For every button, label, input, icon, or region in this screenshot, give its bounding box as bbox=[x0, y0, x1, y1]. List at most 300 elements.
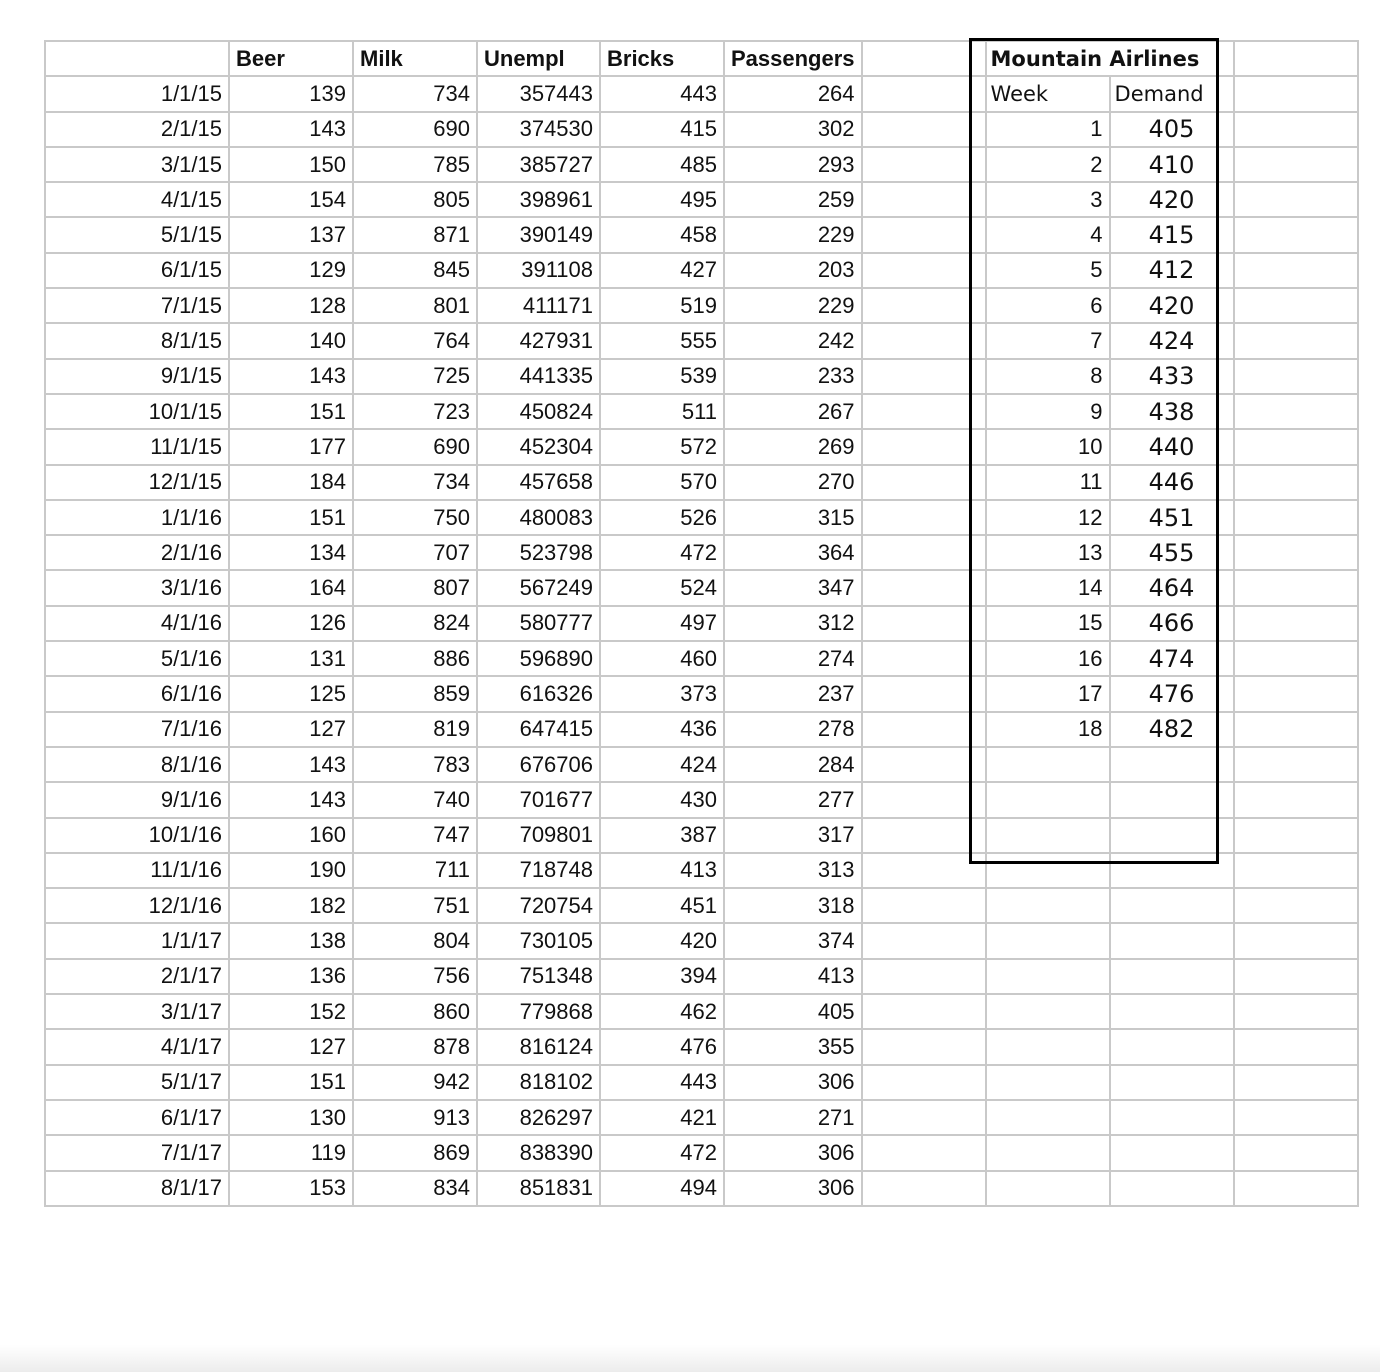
empty-cell[interactable] bbox=[986, 888, 1110, 923]
empty-cell[interactable] bbox=[862, 465, 986, 500]
empty-cell[interactable] bbox=[1110, 1100, 1234, 1135]
demand-cell[interactable]: 412 bbox=[1110, 253, 1234, 288]
bricks-cell[interactable]: 420 bbox=[600, 923, 724, 958]
bricks-cell[interactable]: 497 bbox=[600, 606, 724, 641]
empty-cell[interactable] bbox=[862, 1029, 986, 1064]
milk-cell[interactable]: 740 bbox=[353, 782, 477, 817]
unempl-cell[interactable]: 411171 bbox=[477, 288, 600, 323]
milk-cell[interactable]: 819 bbox=[353, 712, 477, 747]
date-cell[interactable]: 1/1/15 bbox=[45, 76, 229, 111]
milk-cell[interactable]: 807 bbox=[353, 570, 477, 605]
empty-cell[interactable] bbox=[862, 41, 986, 76]
date-cell[interactable]: 12/1/16 bbox=[45, 888, 229, 923]
beer-cell[interactable]: 136 bbox=[229, 959, 353, 994]
beer-cell[interactable]: 139 bbox=[229, 76, 353, 111]
week-cell[interactable]: 5 bbox=[986, 253, 1110, 288]
demand-cell[interactable]: 466 bbox=[1110, 606, 1234, 641]
empty-cell[interactable] bbox=[862, 500, 986, 535]
passengers-cell[interactable]: 274 bbox=[724, 641, 862, 676]
empty-cell[interactable] bbox=[862, 253, 986, 288]
unempl-cell[interactable]: 818102 bbox=[477, 1065, 600, 1100]
beer-cell[interactable]: 125 bbox=[229, 676, 353, 711]
empty-cell[interactable] bbox=[1234, 288, 1358, 323]
week-cell[interactable]: 7 bbox=[986, 323, 1110, 358]
column-header-passengers[interactable]: Passengers bbox=[724, 41, 862, 76]
passengers-cell[interactable]: 306 bbox=[724, 1065, 862, 1100]
beer-cell[interactable]: 119 bbox=[229, 1135, 353, 1170]
bricks-cell[interactable]: 495 bbox=[600, 182, 724, 217]
bricks-cell[interactable]: 387 bbox=[600, 818, 724, 853]
empty-cell[interactable] bbox=[1110, 888, 1234, 923]
passengers-cell[interactable]: 229 bbox=[724, 288, 862, 323]
bricks-cell[interactable]: 421 bbox=[600, 1100, 724, 1135]
empty-cell[interactable] bbox=[1234, 1171, 1358, 1206]
passengers-cell[interactable]: 271 bbox=[724, 1100, 862, 1135]
bricks-cell[interactable]: 430 bbox=[600, 782, 724, 817]
empty-cell[interactable] bbox=[1234, 641, 1358, 676]
beer-cell[interactable]: 143 bbox=[229, 359, 353, 394]
empty-cell[interactable] bbox=[1234, 782, 1358, 817]
unempl-cell[interactable]: 452304 bbox=[477, 429, 600, 464]
empty-cell[interactable] bbox=[1234, 217, 1358, 252]
bricks-cell[interactable]: 485 bbox=[600, 147, 724, 182]
milk-cell[interactable]: 723 bbox=[353, 394, 477, 429]
unempl-cell[interactable]: 816124 bbox=[477, 1029, 600, 1064]
date-cell[interactable]: 6/1/15 bbox=[45, 253, 229, 288]
bricks-cell[interactable]: 413 bbox=[600, 853, 724, 888]
date-cell[interactable]: 7/1/16 bbox=[45, 712, 229, 747]
unempl-cell[interactable]: 838390 bbox=[477, 1135, 600, 1170]
empty-cell[interactable] bbox=[862, 570, 986, 605]
date-cell[interactable]: 10/1/16 bbox=[45, 818, 229, 853]
milk-cell[interactable]: 804 bbox=[353, 923, 477, 958]
week-cell[interactable]: 14 bbox=[986, 570, 1110, 605]
week-cell[interactable]: 9 bbox=[986, 394, 1110, 429]
demand-cell[interactable]: 424 bbox=[1110, 323, 1234, 358]
unempl-cell[interactable]: 427931 bbox=[477, 323, 600, 358]
demand-cell[interactable]: 415 bbox=[1110, 217, 1234, 252]
milk-cell[interactable]: 824 bbox=[353, 606, 477, 641]
milk-cell[interactable]: 834 bbox=[353, 1171, 477, 1206]
unempl-cell[interactable]: 596890 bbox=[477, 641, 600, 676]
beer-cell[interactable]: 134 bbox=[229, 535, 353, 570]
passengers-cell[interactable]: 364 bbox=[724, 535, 862, 570]
demand-cell[interactable]: 440 bbox=[1110, 429, 1234, 464]
bricks-cell[interactable]: 494 bbox=[600, 1171, 724, 1206]
date-cell[interactable]: 1/1/17 bbox=[45, 923, 229, 958]
beer-cell[interactable]: 137 bbox=[229, 217, 353, 252]
passengers-cell[interactable]: 203 bbox=[724, 253, 862, 288]
beer-cell[interactable]: 129 bbox=[229, 253, 353, 288]
milk-cell[interactable]: 845 bbox=[353, 253, 477, 288]
date-cell[interactable]: 2/1/15 bbox=[45, 112, 229, 147]
empty-cell[interactable] bbox=[1234, 606, 1358, 641]
week-cell[interactable]: 1 bbox=[986, 112, 1110, 147]
beer-cell[interactable]: 151 bbox=[229, 1065, 353, 1100]
beer-cell[interactable]: 164 bbox=[229, 570, 353, 605]
week-cell[interactable]: 11 bbox=[986, 465, 1110, 500]
bricks-cell[interactable]: 415 bbox=[600, 112, 724, 147]
unempl-cell[interactable]: 450824 bbox=[477, 394, 600, 429]
empty-cell[interactable] bbox=[862, 641, 986, 676]
empty-cell[interactable] bbox=[1234, 959, 1358, 994]
demand-cell[interactable]: 474 bbox=[1110, 641, 1234, 676]
unempl-cell[interactable]: 391108 bbox=[477, 253, 600, 288]
empty-cell[interactable] bbox=[862, 429, 986, 464]
passengers-cell[interactable]: 315 bbox=[724, 500, 862, 535]
empty-cell[interactable] bbox=[1234, 41, 1358, 76]
empty-cell[interactable] bbox=[862, 818, 986, 853]
empty-cell[interactable] bbox=[862, 606, 986, 641]
bricks-cell[interactable]: 424 bbox=[600, 747, 724, 782]
beer-cell[interactable]: 160 bbox=[229, 818, 353, 853]
beer-cell[interactable]: 143 bbox=[229, 782, 353, 817]
column-header-unempl[interactable]: Unempl bbox=[477, 41, 600, 76]
empty-cell[interactable] bbox=[1110, 994, 1234, 1029]
empty-cell[interactable] bbox=[1234, 853, 1358, 888]
milk-cell[interactable]: 750 bbox=[353, 500, 477, 535]
passengers-cell[interactable]: 405 bbox=[724, 994, 862, 1029]
beer-cell[interactable]: 184 bbox=[229, 465, 353, 500]
empty-cell[interactable] bbox=[1110, 782, 1234, 817]
milk-cell[interactable]: 690 bbox=[353, 112, 477, 147]
empty-cell[interactable] bbox=[986, 1135, 1110, 1170]
empty-cell[interactable] bbox=[1110, 959, 1234, 994]
beer-cell[interactable]: 127 bbox=[229, 1029, 353, 1064]
empty-cell[interactable] bbox=[1234, 1065, 1358, 1100]
demand-cell[interactable]: 420 bbox=[1110, 288, 1234, 323]
empty-cell[interactable] bbox=[862, 535, 986, 570]
empty-cell[interactable] bbox=[1234, 712, 1358, 747]
empty-cell[interactable] bbox=[862, 217, 986, 252]
demand-cell[interactable]: 482 bbox=[1110, 712, 1234, 747]
empty-cell[interactable] bbox=[986, 1100, 1110, 1135]
date-cell[interactable]: 12/1/15 bbox=[45, 465, 229, 500]
empty-cell[interactable] bbox=[862, 359, 986, 394]
empty-cell[interactable] bbox=[1110, 923, 1234, 958]
date-cell[interactable]: 6/1/16 bbox=[45, 676, 229, 711]
milk-cell[interactable]: 886 bbox=[353, 641, 477, 676]
milk-cell[interactable]: 801 bbox=[353, 288, 477, 323]
date-cell[interactable]: 8/1/16 bbox=[45, 747, 229, 782]
week-cell[interactable]: 15 bbox=[986, 606, 1110, 641]
empty-cell[interactable] bbox=[1234, 923, 1358, 958]
empty-cell[interactable] bbox=[1234, 147, 1358, 182]
unempl-cell[interactable]: 676706 bbox=[477, 747, 600, 782]
passengers-cell[interactable]: 267 bbox=[724, 394, 862, 429]
milk-cell[interactable]: 913 bbox=[353, 1100, 477, 1135]
beer-cell[interactable]: 143 bbox=[229, 112, 353, 147]
passengers-cell[interactable]: 306 bbox=[724, 1171, 862, 1206]
empty-cell[interactable] bbox=[862, 676, 986, 711]
unempl-cell[interactable]: 720754 bbox=[477, 888, 600, 923]
date-cell[interactable]: 8/1/15 bbox=[45, 323, 229, 358]
date-cell[interactable]: 3/1/17 bbox=[45, 994, 229, 1029]
empty-cell[interactable] bbox=[1110, 818, 1234, 853]
column-header-beer[interactable]: Beer bbox=[229, 41, 353, 76]
passengers-cell[interactable]: 313 bbox=[724, 853, 862, 888]
milk-cell[interactable]: 783 bbox=[353, 747, 477, 782]
milk-cell[interactable]: 756 bbox=[353, 959, 477, 994]
date-cell[interactable]: 8/1/17 bbox=[45, 1171, 229, 1206]
date-cell[interactable]: 5/1/17 bbox=[45, 1065, 229, 1100]
passengers-cell[interactable]: 278 bbox=[724, 712, 862, 747]
passengers-cell[interactable]: 233 bbox=[724, 359, 862, 394]
empty-cell[interactable] bbox=[1234, 112, 1358, 147]
demand-cell[interactable]: 455 bbox=[1110, 535, 1234, 570]
milk-cell[interactable]: 725 bbox=[353, 359, 477, 394]
demand-cell[interactable]: 451 bbox=[1110, 500, 1234, 535]
beer-cell[interactable]: 190 bbox=[229, 853, 353, 888]
week-cell[interactable]: 17 bbox=[986, 676, 1110, 711]
date-cell[interactable]: 5/1/15 bbox=[45, 217, 229, 252]
bricks-cell[interactable]: 472 bbox=[600, 1135, 724, 1170]
passengers-cell[interactable]: 277 bbox=[724, 782, 862, 817]
bricks-cell[interactable]: 472 bbox=[600, 535, 724, 570]
date-cell[interactable]: 9/1/16 bbox=[45, 782, 229, 817]
empty-cell[interactable] bbox=[986, 782, 1110, 817]
column-header-milk[interactable]: Milk bbox=[353, 41, 477, 76]
milk-cell[interactable]: 878 bbox=[353, 1029, 477, 1064]
date-cell[interactable]: 9/1/15 bbox=[45, 359, 229, 394]
passengers-cell[interactable]: 347 bbox=[724, 570, 862, 605]
empty-cell[interactable] bbox=[1234, 253, 1358, 288]
empty-cell[interactable] bbox=[1110, 1065, 1234, 1100]
bricks-cell[interactable]: 458 bbox=[600, 217, 724, 252]
empty-cell[interactable] bbox=[986, 923, 1110, 958]
passengers-cell[interactable]: 264 bbox=[724, 76, 862, 111]
date-cell[interactable]: 5/1/16 bbox=[45, 641, 229, 676]
milk-cell[interactable]: 747 bbox=[353, 818, 477, 853]
passengers-cell[interactable]: 317 bbox=[724, 818, 862, 853]
unempl-cell[interactable]: 751348 bbox=[477, 959, 600, 994]
week-cell[interactable]: 2 bbox=[986, 147, 1110, 182]
empty-cell[interactable] bbox=[1110, 747, 1234, 782]
date-cell[interactable]: 10/1/15 bbox=[45, 394, 229, 429]
beer-cell[interactable]: 130 bbox=[229, 1100, 353, 1135]
passengers-cell[interactable]: 284 bbox=[724, 747, 862, 782]
week-cell[interactable]: 3 bbox=[986, 182, 1110, 217]
demand-cell[interactable]: 410 bbox=[1110, 147, 1234, 182]
date-cell[interactable]: 2/1/16 bbox=[45, 535, 229, 570]
demand-cell[interactable]: 476 bbox=[1110, 676, 1234, 711]
empty-cell[interactable] bbox=[1234, 535, 1358, 570]
empty-cell[interactable] bbox=[986, 994, 1110, 1029]
passengers-cell[interactable]: 259 bbox=[724, 182, 862, 217]
unempl-cell[interactable]: 457658 bbox=[477, 465, 600, 500]
week-cell[interactable]: 16 bbox=[986, 641, 1110, 676]
empty-cell[interactable] bbox=[862, 994, 986, 1029]
milk-cell[interactable]: 869 bbox=[353, 1135, 477, 1170]
date-cell[interactable]: 6/1/17 bbox=[45, 1100, 229, 1135]
date-cell[interactable]: 3/1/16 bbox=[45, 570, 229, 605]
bricks-cell[interactable]: 373 bbox=[600, 676, 724, 711]
passengers-cell[interactable]: 413 bbox=[724, 959, 862, 994]
bricks-cell[interactable]: 436 bbox=[600, 712, 724, 747]
passengers-cell[interactable]: 312 bbox=[724, 606, 862, 641]
demand-header[interactable]: Demand bbox=[1110, 76, 1234, 111]
empty-cell[interactable] bbox=[1234, 429, 1358, 464]
empty-cell[interactable] bbox=[862, 712, 986, 747]
passengers-cell[interactable]: 306 bbox=[724, 1135, 862, 1170]
bricks-cell[interactable]: 519 bbox=[600, 288, 724, 323]
empty-cell[interactable] bbox=[862, 288, 986, 323]
column-header-bricks[interactable]: Bricks bbox=[600, 41, 724, 76]
bricks-cell[interactable]: 427 bbox=[600, 253, 724, 288]
empty-cell[interactable] bbox=[1234, 359, 1358, 394]
unempl-cell[interactable]: 709801 bbox=[477, 818, 600, 853]
date-cell[interactable]: 7/1/15 bbox=[45, 288, 229, 323]
beer-cell[interactable]: 182 bbox=[229, 888, 353, 923]
bricks-cell[interactable]: 555 bbox=[600, 323, 724, 358]
empty-cell[interactable] bbox=[986, 1171, 1110, 1206]
date-cell[interactable]: 4/1/15 bbox=[45, 182, 229, 217]
empty-cell[interactable] bbox=[1110, 1029, 1234, 1064]
passengers-cell[interactable]: 242 bbox=[724, 323, 862, 358]
beer-cell[interactable]: 154 bbox=[229, 182, 353, 217]
beer-cell[interactable]: 151 bbox=[229, 394, 353, 429]
unempl-cell[interactable]: 390149 bbox=[477, 217, 600, 252]
beer-cell[interactable]: 152 bbox=[229, 994, 353, 1029]
empty-cell[interactable] bbox=[862, 182, 986, 217]
week-cell[interactable]: 12 bbox=[986, 500, 1110, 535]
unempl-cell[interactable]: 441335 bbox=[477, 359, 600, 394]
milk-cell[interactable]: 942 bbox=[353, 1065, 477, 1100]
milk-cell[interactable]: 711 bbox=[353, 853, 477, 888]
bricks-cell[interactable]: 460 bbox=[600, 641, 724, 676]
date-cell[interactable]: 7/1/17 bbox=[45, 1135, 229, 1170]
passengers-cell[interactable]: 229 bbox=[724, 217, 862, 252]
milk-cell[interactable]: 871 bbox=[353, 217, 477, 252]
demand-cell[interactable]: 438 bbox=[1110, 394, 1234, 429]
unempl-cell[interactable]: 480083 bbox=[477, 500, 600, 535]
empty-cell[interactable] bbox=[862, 147, 986, 182]
empty-cell[interactable] bbox=[1110, 853, 1234, 888]
bricks-cell[interactable]: 451 bbox=[600, 888, 724, 923]
date-cell[interactable]: 11/1/15 bbox=[45, 429, 229, 464]
empty-cell[interactable] bbox=[1234, 1135, 1358, 1170]
bricks-cell[interactable]: 524 bbox=[600, 570, 724, 605]
empty-cell[interactable] bbox=[862, 853, 986, 888]
empty-cell[interactable] bbox=[986, 959, 1110, 994]
week-cell[interactable]: 18 bbox=[986, 712, 1110, 747]
passengers-cell[interactable]: 374 bbox=[724, 923, 862, 958]
empty-cell[interactable] bbox=[1234, 323, 1358, 358]
passengers-cell[interactable]: 270 bbox=[724, 465, 862, 500]
passengers-cell[interactable]: 269 bbox=[724, 429, 862, 464]
empty-cell[interactable] bbox=[986, 747, 1110, 782]
unempl-cell[interactable]: 851831 bbox=[477, 1171, 600, 1206]
empty-cell[interactable] bbox=[862, 394, 986, 429]
empty-cell[interactable] bbox=[1234, 676, 1358, 711]
unempl-cell[interactable]: 701677 bbox=[477, 782, 600, 817]
week-cell[interactable]: 6 bbox=[986, 288, 1110, 323]
passengers-cell[interactable]: 355 bbox=[724, 1029, 862, 1064]
week-cell[interactable]: 4 bbox=[986, 217, 1110, 252]
passengers-cell[interactable]: 237 bbox=[724, 676, 862, 711]
week-cell[interactable]: 10 bbox=[986, 429, 1110, 464]
beer-cell[interactable]: 143 bbox=[229, 747, 353, 782]
empty-cell[interactable] bbox=[862, 959, 986, 994]
beer-cell[interactable]: 177 bbox=[229, 429, 353, 464]
empty-cell[interactable] bbox=[986, 818, 1110, 853]
beer-cell[interactable]: 138 bbox=[229, 923, 353, 958]
week-cell[interactable]: 8 bbox=[986, 359, 1110, 394]
empty-cell[interactable] bbox=[1234, 76, 1358, 111]
date-cell[interactable]: 1/1/16 bbox=[45, 500, 229, 535]
empty-cell[interactable] bbox=[986, 853, 1110, 888]
beer-cell[interactable]: 153 bbox=[229, 1171, 353, 1206]
empty-cell[interactable] bbox=[1234, 182, 1358, 217]
unempl-cell[interactable]: 385727 bbox=[477, 147, 600, 182]
unempl-cell[interactable]: 779868 bbox=[477, 994, 600, 1029]
beer-cell[interactable]: 140 bbox=[229, 323, 353, 358]
milk-cell[interactable]: 785 bbox=[353, 147, 477, 182]
empty-cell[interactable] bbox=[1234, 994, 1358, 1029]
unempl-cell[interactable]: 374530 bbox=[477, 112, 600, 147]
empty-cell[interactable] bbox=[1234, 888, 1358, 923]
empty-cell[interactable] bbox=[862, 782, 986, 817]
passengers-cell[interactable]: 302 bbox=[724, 112, 862, 147]
milk-cell[interactable]: 859 bbox=[353, 676, 477, 711]
empty-cell[interactable] bbox=[986, 1029, 1110, 1064]
passengers-cell[interactable]: 293 bbox=[724, 147, 862, 182]
bricks-cell[interactable]: 394 bbox=[600, 959, 724, 994]
passengers-cell[interactable]: 318 bbox=[724, 888, 862, 923]
empty-cell[interactable] bbox=[1234, 818, 1358, 853]
empty-cell[interactable] bbox=[1234, 747, 1358, 782]
empty-cell[interactable] bbox=[1110, 1135, 1234, 1170]
empty-cell[interactable] bbox=[862, 112, 986, 147]
empty-cell[interactable] bbox=[1234, 465, 1358, 500]
week-cell[interactable]: 13 bbox=[986, 535, 1110, 570]
bricks-cell[interactable]: 462 bbox=[600, 994, 724, 1029]
empty-cell[interactable] bbox=[862, 323, 986, 358]
empty-cell[interactable] bbox=[1110, 1171, 1234, 1206]
milk-cell[interactable]: 734 bbox=[353, 465, 477, 500]
unempl-cell[interactable]: 647415 bbox=[477, 712, 600, 747]
unempl-cell[interactable]: 567249 bbox=[477, 570, 600, 605]
empty-cell[interactable] bbox=[862, 888, 986, 923]
empty-cell[interactable] bbox=[862, 747, 986, 782]
demand-cell[interactable]: 405 bbox=[1110, 112, 1234, 147]
empty-cell[interactable] bbox=[862, 76, 986, 111]
beer-cell[interactable]: 126 bbox=[229, 606, 353, 641]
date-cell[interactable]: 4/1/16 bbox=[45, 606, 229, 641]
beer-cell[interactable]: 128 bbox=[229, 288, 353, 323]
bricks-cell[interactable]: 443 bbox=[600, 1065, 724, 1100]
empty-cell[interactable] bbox=[862, 1135, 986, 1170]
unempl-cell[interactable]: 357443 bbox=[477, 76, 600, 111]
bricks-cell[interactable]: 443 bbox=[600, 76, 724, 111]
empty-cell[interactable] bbox=[862, 1171, 986, 1206]
date-cell[interactable]: 4/1/17 bbox=[45, 1029, 229, 1064]
bricks-cell[interactable]: 476 bbox=[600, 1029, 724, 1064]
milk-cell[interactable]: 860 bbox=[353, 994, 477, 1029]
demand-cell[interactable]: 433 bbox=[1110, 359, 1234, 394]
beer-cell[interactable]: 150 bbox=[229, 147, 353, 182]
week-header[interactable]: Week bbox=[986, 76, 1110, 111]
empty-cell[interactable] bbox=[862, 1100, 986, 1135]
bricks-cell[interactable]: 572 bbox=[600, 429, 724, 464]
beer-cell[interactable]: 127 bbox=[229, 712, 353, 747]
empty-cell[interactable] bbox=[1234, 1100, 1358, 1135]
unempl-cell[interactable]: 580777 bbox=[477, 606, 600, 641]
empty-cell[interactable] bbox=[1234, 1029, 1358, 1064]
unempl-cell[interactable]: 718748 bbox=[477, 853, 600, 888]
empty-cell[interactable] bbox=[862, 1065, 986, 1100]
unempl-cell[interactable]: 826297 bbox=[477, 1100, 600, 1135]
